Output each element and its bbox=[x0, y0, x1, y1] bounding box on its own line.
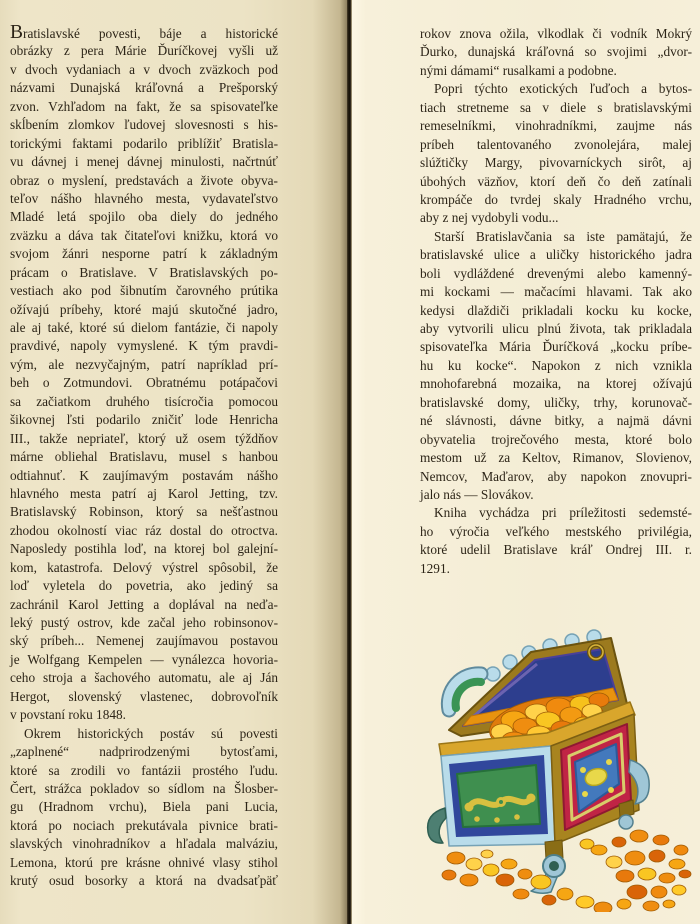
text-line: rokov znova ožila, vlkodlak či vodník Mokrý bbox=[420, 26, 692, 41]
text-line: šikovnej ľsti podarilo zničiť lode Henricha bbox=[10, 412, 278, 428]
text-line: boli vydláždené drevenými alebo kamenný- bbox=[420, 265, 692, 281]
text-line: Bratislavský Robinson, ktorý sa nešťastnou bbox=[10, 504, 278, 520]
text-line: v povstaní roku 1848. bbox=[10, 707, 126, 723]
right-page-text bbox=[420, 25, 692, 578]
text-line: prácam o Bratislave. V Bratislavských po- bbox=[10, 264, 278, 280]
text-line: kom, katastrofa. Delový výstrel spôsobil, že bbox=[10, 559, 278, 575]
right-page bbox=[352, 0, 700, 924]
text-line: ožívajú príbehy, ktoré majú skutočné jadro, bbox=[10, 301, 278, 317]
text-line: Ďurko, dunajská kráľovná so svojimi „dvor- bbox=[420, 44, 692, 60]
text-line: mestom už za Keltov, Rimanov, Slovienov, bbox=[420, 450, 692, 466]
text-line: vestiach ako pod šibnutím čarovného prútika bbox=[10, 283, 278, 299]
text-line: Lemona, ktorú pre krásne ohnivé vlasy stihol bbox=[10, 854, 278, 870]
text-line: ceho stroja a šachového automatu, ale aj Ján bbox=[10, 670, 278, 686]
text-line: Naposledy postihla loď, na ktorej bol galejní- bbox=[10, 541, 278, 557]
text-line: mi kockami — mačacími hlavami. Tak ako bbox=[420, 284, 692, 300]
text-line: bratislavské domy, uličky, trhy, korunovač- bbox=[420, 394, 692, 410]
text-line: zhodou okolností viac ráz dostal do otroctva. bbox=[10, 522, 278, 538]
text-line: hu ku kocke“. Napokon z nich vznikla bbox=[420, 357, 692, 373]
text-line: Hergot, slovenský vlastenec, dobrovoľník bbox=[10, 688, 278, 704]
text-line: mnohofarebná mozaika, na ktorej ožívajú bbox=[420, 376, 692, 392]
text-line: kedysi dlaždiči prikladali kocku ku kocke, bbox=[420, 302, 692, 318]
text-line: zväzku a dáva tak čitateľovi knižku, ktorá vo bbox=[10, 227, 278, 243]
text-line: gu (Hradnom vrchu), Biela pani Lucia, bbox=[10, 799, 278, 815]
text-line: pravdivé, napoly vymyslené. K tým pravdi- bbox=[10, 338, 278, 354]
text-line: beh o Zotmundovi. Obratnému potápačovi bbox=[10, 375, 278, 391]
text-line: Mladé letá spojilo oba diely do jedného bbox=[10, 209, 278, 225]
text-line: Bratislavské povesti, báje a historické bbox=[10, 22, 278, 43]
left-page-text bbox=[10, 24, 278, 891]
text-line: aby z nej vydobyli vodu... bbox=[420, 210, 559, 226]
text-line: sa začiatkom druhého tisícročia pomocou bbox=[10, 393, 278, 409]
text-line: leký pustý ostrov, kde začal jeho robinsonov- bbox=[10, 615, 278, 630]
text-line: obyvatelia trojrečového mesta, ktoré bolo bbox=[420, 431, 692, 447]
text-line: Kniha vychádza pri príležitosti sedemsté- bbox=[434, 505, 692, 521]
text-line: nými dámami“ rusalkami a podobne. bbox=[420, 62, 617, 78]
text-line: odtiahnuť. K zaujímavým postavám nášho bbox=[10, 467, 278, 483]
text-line: Okrem historických postáv sú povesti bbox=[24, 725, 278, 741]
text-line: ktoré sa zrodili vo fantázii prostého ľudu. bbox=[10, 762, 278, 778]
text-line: hlavného mesta patrí aj Karol Jetting, tzv. bbox=[10, 485, 278, 501]
text-line: úbohých väzňov, ktorí deň čo deň zatínali bbox=[420, 173, 692, 189]
text-line: slavských vinohradníkov a hľadala malváziu, bbox=[10, 836, 278, 852]
text-line: v dvoch vydaniach a v dvoch zväzkoch pod bbox=[10, 61, 278, 77]
text-line: krutý osud bosorky a ktorá na dvadsaťpäť bbox=[10, 873, 278, 889]
text-line: bratislavské ulice a uličky historického jadra bbox=[420, 247, 692, 263]
text-line: názvami Dunajská kráľovná a Prešporský bbox=[10, 80, 278, 96]
text-line: tiach stretneme sa v diele s bratislavskými bbox=[420, 99, 692, 115]
text-line: jalo nás — Slovákov. bbox=[420, 486, 534, 502]
treasure-chest-illustration bbox=[399, 612, 699, 912]
left-page bbox=[0, 0, 347, 924]
text-line: Starší Bratislavčania sa iste pamätajú, že bbox=[434, 228, 692, 244]
text-line: spisovateľka Mária Ďuríčková „kocku príbe- bbox=[420, 339, 692, 355]
text-line: zvon. Vzhľadom na fakt, že sa spisovateľke bbox=[10, 98, 278, 114]
text-line: loď vyletela do povetria, ako jediný sa bbox=[10, 578, 278, 594]
text-line: 1291. bbox=[420, 560, 450, 576]
text-line: príbeh talentovaného zvonolejára, malej bbox=[420, 136, 692, 152]
text-line: vým, ale nezvyčajným, patrí napríklad prí- bbox=[10, 356, 278, 372]
text-line: vu dávnej i menej dávnej minulosti, načrtnúť bbox=[10, 154, 278, 170]
text-line: obraz o myslení, predstavách a živote obyva- bbox=[10, 172, 278, 188]
text-line: né slávnosti, dávne bitky, a najmä dávni bbox=[420, 413, 692, 429]
text-line: Popri týchto exotických ľuďoch a bytos- bbox=[434, 81, 692, 97]
text-line: zachránil Karol Jetting a doplával na neďa- bbox=[10, 596, 278, 612]
text-line: III., takže nepriateľ, ktorý už osem týždňov bbox=[10, 430, 278, 446]
text-line: ale aj také, ktoré sú dielom fantázie, či napoly bbox=[10, 320, 278, 335]
text-line: márne obliehal Bratislavu, musel s hanbou bbox=[10, 449, 278, 465]
text-line: teľov nášho hlavného mesta, vydavateľstvo bbox=[10, 190, 278, 206]
text-line: krompáče do tvrdej skaly Hradného vrchu, bbox=[420, 191, 692, 207]
text-line: torickými faktami podarilo priblížiť Bratisla- bbox=[10, 135, 278, 151]
text-line: remeselníkmi, vinohradníkmi, zaujme nás bbox=[420, 118, 692, 134]
text-line: je Wolfgang Kempelen — vynálezca hovoria- bbox=[10, 651, 278, 667]
text-line: svojom žánri nesporne patrí k základným bbox=[10, 246, 278, 262]
text-line: ský príbeh... Nemenej zaujímavou postavou bbox=[10, 633, 278, 649]
text-line: skĺbením zlomkov ľudovej slovesnosti s his- bbox=[10, 117, 278, 133]
text-line: Nemcov, Maďarov, aby napokon znovupri- bbox=[420, 468, 692, 484]
text-line: „zaplnené“ nadprirodzenými bytosťami, bbox=[10, 744, 278, 760]
text-line: aby vytvorili ulicu plnú života, tak prikladala bbox=[420, 321, 692, 336]
text-line: ho výročia veľkého mestského privilégia, bbox=[420, 523, 692, 539]
text-line: ktoré udelil Bratislave kráľ Ondrej III. r. bbox=[420, 542, 692, 558]
text-line: Čert, strážca pokladov so sídlom na Šlosber- bbox=[10, 780, 278, 796]
text-line: obrázky z pera Márie Ďuríčkovej vyšli už bbox=[10, 43, 278, 59]
text-line: slúžtičky Margy, pivovarníckych sirôt, aj bbox=[420, 155, 692, 171]
text-line: ktorá po nociach prekutávala pivnice brati- bbox=[10, 817, 278, 833]
initial-capital: B bbox=[10, 22, 24, 43]
